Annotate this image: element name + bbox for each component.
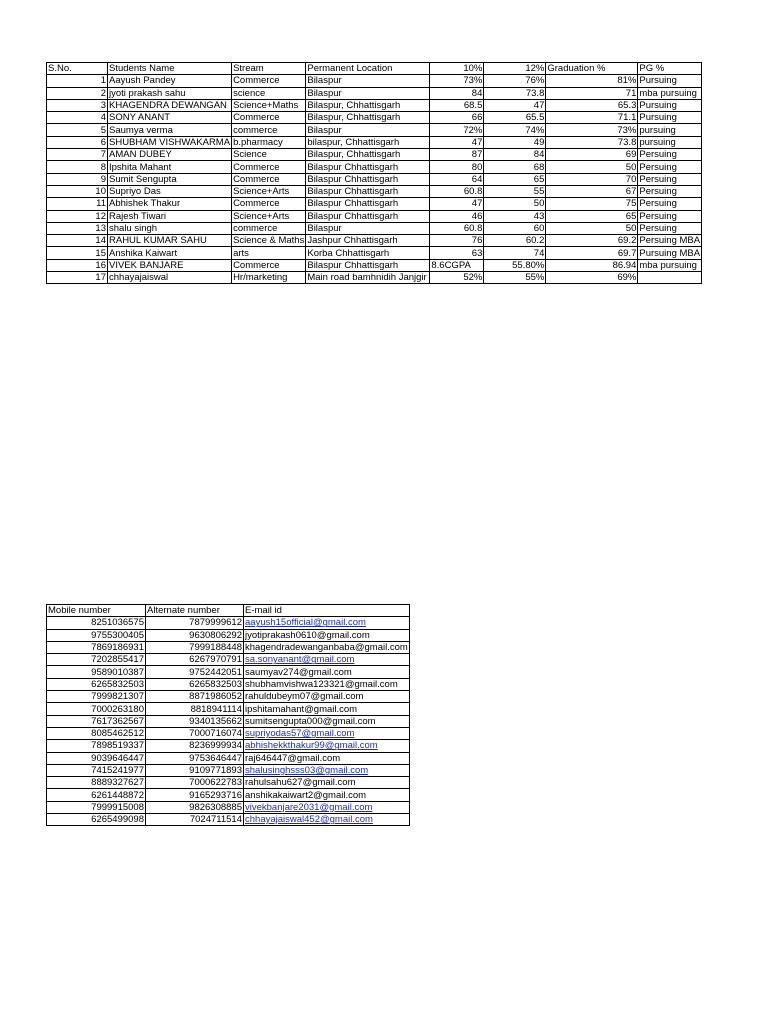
email-text: rahulsahu627@gmail.com (245, 777, 356, 789)
email-cell (244, 666, 410, 678)
students-cell: 46 (430, 210, 484, 222)
students-cell: science (232, 87, 306, 99)
students-cell: Science+Arts (232, 210, 306, 222)
students-cell: Korba Chhattisgarh (306, 247, 430, 259)
students-table-row (47, 173, 702, 185)
students-cell: SHUBHAM VISHWAKARMA (109, 136, 231, 148)
mobile-number-cell: 7898519337 (47, 740, 146, 752)
students-cell: 2 (47, 87, 108, 99)
mobile-number-cell: 9755300405 (47, 629, 146, 641)
students-cell: 50 (546, 222, 638, 234)
students-cell: mba pursuing (638, 259, 702, 271)
students-cell: Science+Arts (232, 185, 306, 197)
mobile-number-cell: 9589010387 (47, 666, 146, 678)
mobile-number-cell: 6265499098 (47, 814, 146, 826)
students-table-row (47, 161, 702, 173)
email-link[interactable]: sa.sonyanant@gmail.com (245, 654, 355, 666)
email-cell[interactable] (244, 617, 410, 629)
students-cell: 9 (47, 173, 108, 185)
students-cell: Commerce (232, 161, 306, 173)
students-cell: bilaspur, Chhattisgarh (306, 136, 430, 148)
students-cell: 72% (430, 124, 484, 136)
students-cell: jyoti prakash sahu (108, 87, 232, 99)
students-cell: 52% (430, 272, 484, 284)
students-cell: Bilaspur, Chhattisgarh (306, 112, 430, 124)
contacts-table-row (47, 789, 410, 801)
students-cell: Persuing (638, 210, 702, 222)
alternate-number-cell: 9630806292 (146, 629, 244, 641)
students-table-row (47, 210, 702, 222)
alternate-number-cell: 8818941114 (146, 703, 244, 715)
students-cell: Ipshita Mahant (108, 161, 232, 173)
students-cell: Pursuing (638, 99, 702, 111)
email-cell (244, 777, 410, 789)
students-cell: AMAN DUBEY (108, 149, 232, 161)
students-cell: Commerce (232, 112, 306, 124)
contacts-table-row (47, 764, 410, 776)
students-column-header: Graduation % (546, 63, 638, 75)
students-cell: Commerce (232, 259, 306, 271)
students-cell: 73.8 (546, 136, 638, 148)
mobile-number-cell: 7999821307 (47, 691, 146, 703)
email-text: saumyav274@gmail.com (245, 666, 352, 678)
students-cell: Main road bamhnidih Janjgir (306, 272, 430, 284)
students-cell: pursuing (638, 136, 702, 148)
email-cell[interactable] (244, 764, 410, 776)
email-text: rahuldubeym07@gmail.com (245, 691, 364, 703)
students-cell: Bilaspur (306, 75, 430, 87)
students-table-row (47, 272, 702, 284)
students-cell: 47 (484, 99, 546, 111)
email-text: shubhamvishwa123321@gmail.com (245, 678, 398, 690)
students-cell: 55% (484, 272, 546, 284)
students-cell: Bilaspur, Chhattisgarh (306, 149, 430, 161)
students-cell: Bilaspur, Chhattisgarh (306, 99, 430, 111)
students-column-header: Permanent Location (306, 63, 430, 75)
contacts-table-row (47, 777, 410, 789)
students-cell: Persuing (638, 198, 702, 210)
alternate-number-cell: 9340135662 (146, 715, 244, 727)
students-cell: mba pursuing (638, 87, 702, 99)
alternate-number-cell: 9165293716 (146, 789, 244, 801)
email-text: khagendradewanganbaba@gmail.com (245, 642, 408, 654)
students-cell: Bilaspur (306, 87, 430, 99)
students-cell: 10 (47, 185, 108, 197)
contacts-header-row (47, 605, 410, 617)
students-column-header: Stream (232, 63, 306, 75)
students-cell: 71 (546, 87, 638, 99)
students-cell: 86.94 (546, 259, 638, 271)
students-cell: 68.5 (430, 99, 484, 111)
students-cell: 47 (430, 198, 484, 210)
students-cell: 69% (546, 272, 638, 284)
students-cell: Persuing (638, 173, 702, 185)
students-cell: 49 (484, 136, 546, 148)
mobile-number-cell: 6261448872 (47, 789, 146, 801)
email-cell[interactable] (244, 654, 410, 666)
contacts-table-row (47, 629, 410, 641)
students-cell: 73% (546, 124, 638, 136)
students-cell: Bilaspur Chhattisgarh (306, 259, 430, 271)
students-column-header: PG % (638, 63, 702, 75)
students-cell: Anshika Kaiwart (108, 247, 232, 259)
students-cell: Pursuing MBA (639, 247, 701, 259)
email-link[interactable]: shalusinghsss03@gmail.com (245, 765, 369, 776)
contacts-table (46, 604, 410, 826)
students-table-row (47, 124, 702, 136)
students-cell: 15 (47, 247, 108, 259)
students-cell: 70 (546, 173, 638, 185)
alternate-number-cell: 9752442051 (146, 666, 244, 678)
students-cell: commerce (232, 124, 306, 136)
students-cell: Sumit Sengupta (108, 173, 232, 185)
students-cell: RAHUL KUMAR SAHU (108, 235, 232, 247)
students-cell: 60.8 (430, 185, 484, 197)
students-cell: 74 (484, 247, 546, 259)
students-cell: Persuing MBA (639, 235, 701, 247)
alternate-number-cell: 7879999612 (146, 617, 244, 629)
alternate-number-cell: 6265832503 (146, 678, 244, 690)
email-text: ipshitamahant@gmail.com (245, 703, 358, 715)
students-cell: 67 (546, 185, 638, 197)
alternate-number-cell: 6267970791 (146, 654, 244, 666)
students-cell: KHAGENDRA DEWANGAN (108, 99, 232, 111)
mobile-number-cell: 7999915008 (47, 801, 146, 813)
mobile-number-cell: 6265832503 (47, 678, 146, 690)
email-cell (244, 641, 410, 653)
mobile-number-cell: 7000263180 (47, 703, 146, 715)
students-cell: Supriyo Das (108, 185, 232, 197)
students-table-row (47, 222, 702, 234)
students-cell: Aayush Pandey (108, 75, 232, 87)
students-cell: 71.1 (546, 112, 638, 124)
students-cell: 65.3 (546, 99, 638, 111)
alternate-number-cell: 8871986052 (146, 691, 244, 703)
students-cell: 65.5 (484, 112, 546, 124)
email-text: anshikakaiwart2@gmail.com (245, 789, 367, 801)
students-cell: SONY ANANT (108, 112, 232, 124)
students-cell: Bilaspur Chhattisgarh (306, 198, 430, 210)
mobile-number-cell: 7617362567 (47, 715, 146, 727)
students-cell: Persuing (638, 185, 702, 197)
students-cell: 3 (47, 99, 108, 111)
mobile-number-cell: 8251036575 (47, 617, 146, 629)
students-cell: pursuing (638, 124, 702, 136)
students-column-header: S.No. (47, 63, 108, 75)
students-cell: b.pharmacy (232, 136, 306, 148)
students-cell: chhayajaiswal (108, 272, 232, 284)
email-link[interactable]: supriyodas57@gmail.com (245, 728, 355, 740)
students-cell: arts (232, 247, 306, 259)
students-cell: Commerce (232, 198, 306, 210)
email-cell (244, 752, 410, 764)
students-cell: Commerce (232, 173, 306, 185)
students-table-row (47, 259, 702, 271)
students-cell: 55 (484, 185, 546, 197)
contacts-table-row (47, 715, 410, 727)
students-cell: Commerce (232, 75, 306, 87)
students-cell: 76 (430, 235, 484, 247)
email-cell (244, 691, 410, 703)
students-cell: 11 (47, 198, 108, 210)
students-table-row (47, 149, 702, 161)
contacts-table-row (47, 678, 410, 690)
students-table-row (47, 198, 702, 210)
alternate-number-cell: 7000716074 (146, 727, 244, 739)
students-cell: Pursuing (638, 75, 702, 87)
students-cell: Bilaspur (306, 222, 430, 234)
contacts-table-row (47, 703, 410, 715)
email-cell (244, 703, 410, 715)
students-cell: 75 (546, 198, 638, 210)
students-cell: 69.2 (546, 235, 638, 247)
students-cell: 76% (484, 75, 546, 87)
contacts-table-row (47, 814, 410, 826)
email-link[interactable]: vivekbanjare2031@gmail.com (245, 801, 373, 813)
students-cell: Bilaspur Chhattisgarh (306, 185, 430, 197)
students-cell: Bilaspur (306, 124, 430, 136)
alternate-number-cell: 8236999934 (146, 740, 244, 752)
students-cell: 55.80% (484, 259, 546, 271)
mobile-number-cell: 7415241977 (47, 764, 146, 776)
students-cell: 17 (47, 272, 108, 284)
students-cell: Science & Maths (233, 235, 305, 247)
students-cell: 68 (484, 161, 546, 173)
students-cell: 50 (484, 198, 546, 210)
students-table-row (47, 75, 702, 87)
students-cell: VIVEK BANJARE (108, 259, 232, 271)
alternate-number-cell: 7024711514 (146, 814, 244, 826)
students-cell: 43 (484, 210, 546, 222)
contacts-table-row (47, 727, 410, 739)
students-cell: 81% (546, 75, 638, 87)
alternate-number-cell: 9109771893 (146, 764, 244, 776)
students-table (46, 62, 702, 284)
students-cell: 84 (430, 87, 484, 99)
contacts-table-row (47, 801, 410, 813)
students-table-row (47, 112, 702, 124)
mobile-number-cell: 8085462512 (47, 727, 146, 739)
students-cell: 4 (47, 112, 108, 124)
students-cell: Rajesh Tiwari (108, 210, 232, 222)
students-cell: 69.7 (546, 247, 638, 259)
contacts-table-row (47, 641, 410, 653)
email-cell (244, 629, 410, 641)
contacts-table-row (47, 740, 410, 752)
email-text: raj646447@gmail.com (245, 752, 341, 764)
students-cell: 1 (47, 75, 108, 87)
email-text: sumitsengupta000@gmail.com (245, 715, 376, 727)
students-cell: Saumya verma (108, 124, 232, 136)
students-cell: 74% (484, 124, 546, 136)
email-text: jyotiprakash0610@gmail.com (245, 629, 370, 641)
students-cell: 69 (546, 149, 638, 161)
email-cell (244, 715, 410, 727)
students-table-row (47, 99, 702, 111)
mobile-number-cell: 9039646447 (47, 752, 146, 764)
email-cell[interactable] (244, 740, 410, 752)
contacts-table-row (47, 691, 410, 703)
students-cell: Bilaspur Chhattisgarh (306, 210, 430, 222)
students-cell: Abhishek Thakur (108, 198, 232, 210)
students-table-row (47, 87, 702, 99)
students-cell: Jashpur Chhattisgarh (306, 235, 430, 247)
students-cell: 73% (430, 75, 484, 87)
email-cell[interactable] (244, 801, 410, 813)
students-cell: 6 (47, 136, 108, 148)
students-cell: 8.6CGPA (430, 259, 484, 271)
alternate-number-cell: 7000622783 (146, 777, 244, 789)
students-table-row (47, 185, 702, 197)
alternate-number-cell: 9826308885 (146, 801, 244, 813)
contacts-column-header: Mobile number (47, 605, 146, 617)
students-cell: 84 (484, 149, 546, 161)
mobile-number-cell: 7202855417 (47, 654, 146, 666)
students-column-header: Students Name (108, 63, 232, 75)
students-cell: 60.2 (484, 235, 546, 247)
email-link[interactable]: chhayajaiswal452@gmail.com (245, 814, 373, 826)
students-cell: 73.8 (484, 87, 546, 99)
students-cell: 5 (47, 124, 108, 136)
email-cell[interactable] (244, 814, 410, 826)
students-cell: 8 (47, 161, 108, 173)
students-column-header: 12% (484, 63, 546, 75)
students-cell: 47 (430, 136, 484, 148)
students-cell: 60 (484, 222, 546, 234)
contacts-table-row (47, 666, 410, 678)
students-cell: 50 (546, 161, 638, 173)
students-cell: 7 (47, 149, 108, 161)
students-column-header: 10% (430, 63, 484, 75)
students-cell: Science (232, 149, 306, 161)
students-cell: 87 (430, 149, 484, 161)
email-link[interactable]: abhishekkthakur99@gmail.com (245, 740, 378, 752)
contacts-table-row (47, 752, 410, 764)
students-cell: 63 (430, 247, 484, 259)
students-cell: 66 (430, 112, 484, 124)
students-cell: 12 (47, 210, 108, 222)
students-header-row (47, 63, 702, 75)
students-cell (638, 272, 702, 284)
students-table-row (47, 247, 702, 259)
students-cell: Pursuing (638, 112, 702, 124)
email-cell (244, 678, 410, 690)
students-cell: Hr/marketing (232, 272, 306, 284)
students-cell: 60.8 (430, 222, 484, 234)
students-table-row (47, 235, 702, 247)
alternate-number-cell: 9753646447 (146, 752, 244, 764)
mobile-number-cell: 7869186931 (47, 641, 146, 653)
students-cell: shalu singh (108, 222, 232, 234)
email-cell (244, 789, 410, 801)
contacts-column-header: E-mail id (244, 605, 410, 617)
students-cell: Bilaspur Chhattisgarh (306, 173, 430, 185)
contacts-table-row (47, 617, 410, 629)
students-cell: Persuing (638, 161, 702, 173)
mobile-number-cell: 8889327627 (47, 777, 146, 789)
contacts-column-header: Alternate number (146, 605, 244, 617)
students-cell: Science+Maths (232, 99, 306, 111)
students-cell: 64 (430, 173, 484, 185)
alternate-number-cell: 7999188448 (146, 641, 244, 653)
students-cell: 65 (484, 173, 546, 185)
students-cell: Bilaspur Chhattisgarh (306, 161, 430, 173)
students-cell: 80 (430, 161, 484, 173)
students-cell: Persuing (638, 222, 702, 234)
students-cell: 65 (546, 210, 638, 222)
students-cell: commerce (232, 222, 306, 234)
students-cell: Persuing (638, 149, 702, 161)
students-cell: 14 (47, 235, 108, 247)
contacts-table-row (47, 654, 410, 666)
students-table-row (47, 136, 702, 148)
email-link[interactable]: aayush15official@gmail.com (245, 617, 366, 629)
students-cell: 13 (47, 222, 108, 234)
students-cell: 16 (47, 259, 108, 271)
email-cell[interactable] (244, 727, 410, 739)
